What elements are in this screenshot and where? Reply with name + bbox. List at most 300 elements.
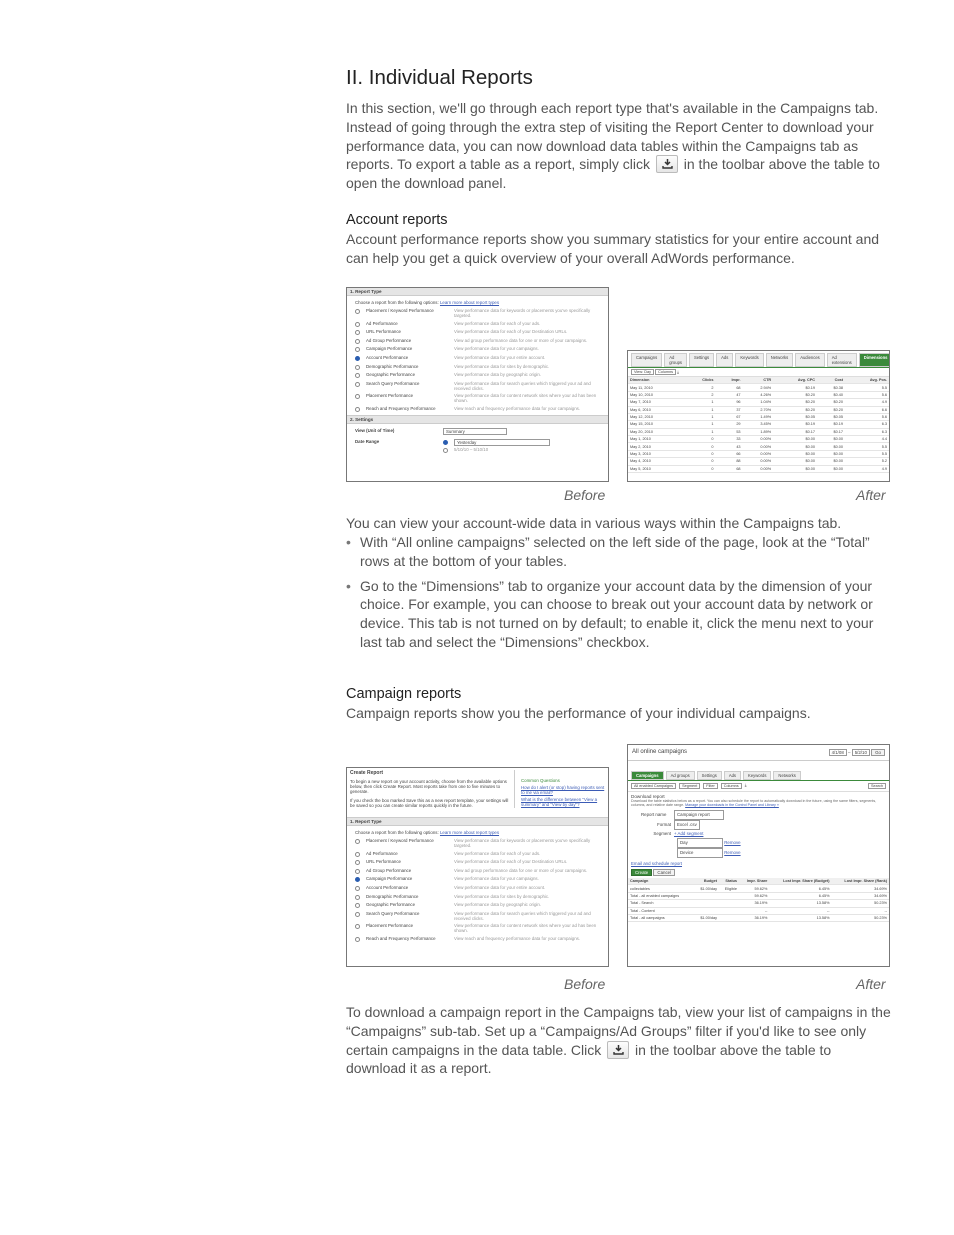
table-header-row — [628, 377, 889, 384]
cancel-button[interactable]: Cancel — [653, 869, 675, 876]
report-option-desc: View performance data for your campaigns. — [454, 876, 539, 882]
report-option-name: Geographic Performance — [366, 902, 416, 908]
table-cell: May 6, 2010 — [628, 406, 684, 413]
table-cell: $1.00/day — [694, 885, 719, 892]
report-options-list — [347, 838, 608, 942]
campaign-after-screenshot — [627, 744, 890, 967]
report-option-radio[interactable] — [355, 373, 360, 378]
table-cell: $0.00 — [817, 436, 845, 443]
campaign-toolbar — [628, 781, 889, 792]
table-cell: $0.40 — [817, 391, 845, 398]
column-header[interactable]: CTR — [743, 377, 774, 384]
report-option[interactable] — [347, 346, 608, 352]
report-option-radio[interactable] — [355, 886, 360, 891]
report-option[interactable] — [347, 364, 608, 370]
table-cell: Total - Search — [628, 900, 694, 907]
table-cell: 59.62% — [739, 885, 769, 892]
tab-ad-groups[interactable]: Ad groups — [666, 771, 695, 780]
table-cell: -- — [769, 907, 831, 914]
segment-device-row — [641, 848, 886, 858]
table-cell: 0 — [684, 458, 715, 465]
table-row — [628, 450, 889, 457]
campaign-before-screenshot — [346, 767, 609, 967]
table-cell — [719, 914, 739, 921]
go-button[interactable]: Go — [871, 749, 885, 756]
campaign-filter-dropdown[interactable]: All enabled Campaigns — [631, 783, 676, 789]
manage-downloads-link[interactable]: Manage your downloads in the Control Panel and Library » — [685, 803, 779, 807]
range-radio[interactable] — [443, 440, 448, 445]
report-option-radio[interactable] — [355, 365, 360, 370]
table-toolbar — [628, 368, 889, 377]
account-after-screenshot — [627, 350, 890, 482]
date-range-controls: 4/1/08 – 5/2/10 Go — [829, 749, 885, 756]
table-cell: 0 — [684, 450, 715, 457]
report-option[interactable] — [347, 355, 608, 361]
tab-networks[interactable]: Networks — [766, 353, 793, 367]
report-option-radio[interactable] — [355, 912, 360, 917]
report-type-header: 1. Report Type — [347, 288, 608, 296]
date-from-input[interactable]: 4/1/08 — [829, 749, 847, 756]
table-cell: $0.17 — [817, 428, 845, 435]
table-row — [628, 892, 889, 899]
column-header[interactable]: Impr. — [715, 377, 742, 384]
table-cell: $1.00/day — [694, 914, 719, 921]
table-cell: $0.19 — [817, 421, 845, 428]
report-option-radio[interactable] — [355, 895, 360, 900]
table-cell: 0 — [684, 465, 715, 472]
table-cell: $0.00 — [773, 458, 817, 465]
account-before-screenshot — [346, 287, 609, 482]
tab-networks[interactable]: Networks — [773, 771, 800, 780]
table-cell: May 2, 2010 — [628, 443, 684, 450]
table-cell: May 12, 2010 — [628, 413, 684, 420]
report-option-name: Campaign Performance — [366, 346, 413, 352]
report-option-name: Ad Group Performance — [366, 337, 412, 343]
report-option[interactable] — [347, 393, 608, 403]
table-cell: 5.6 — [845, 413, 889, 420]
learn-more-link[interactable]: Learn more about report types — [439, 830, 500, 835]
format-row: Format Excel .csv — [641, 820, 886, 830]
report-option-name: Search Query Performance — [366, 910, 420, 916]
table-cell: 0.00% — [743, 436, 774, 443]
report-option-radio[interactable] — [355, 839, 360, 844]
report-option[interactable] — [347, 381, 608, 391]
table-cell: 36.19% — [739, 914, 769, 921]
table-row — [628, 907, 889, 914]
remove-link[interactable]: Remove — [724, 850, 741, 855]
report-option[interactable] — [347, 868, 608, 874]
report-option-desc: View performance data for your entire account. — [454, 354, 546, 360]
table-cell: May 1, 2010 — [628, 436, 684, 443]
report-option-radio[interactable] — [355, 852, 360, 857]
range-label: Date Range — [355, 438, 380, 444]
choose-text: Choose a report from the following options: — [355, 300, 439, 305]
table-row — [628, 406, 889, 413]
question-link-1[interactable]: How do I alert (or stop) having reports sent to me via email? — [521, 785, 605, 795]
table-cell: 6.6 — [845, 406, 889, 413]
report-option-radio[interactable] — [355, 877, 360, 882]
table-cell: 67 — [715, 413, 742, 420]
create-report-top — [347, 768, 608, 808]
report-option-radio[interactable] — [355, 869, 360, 874]
create-report-text: To begin a new report on your account activity, choose from the available options below, then click Create Report. Most reports take from one to five minutes to generate. — [350, 779, 507, 794]
add-segment-link[interactable]: + Add segment — [674, 831, 704, 836]
table-cell: May 4, 2010 — [628, 458, 684, 465]
segment-row: Segment + Add segment — [653, 831, 704, 836]
report-option-radio[interactable] — [355, 394, 360, 399]
report-option-name: Reach and Frequency Performance — [366, 935, 436, 941]
table-cell: $0.20 — [817, 399, 845, 406]
segment-dropdown[interactable]: Segment — [679, 783, 700, 789]
report-option-desc: View performance data for each of your Destination URLs. — [454, 329, 568, 335]
table-cell: $0.20 — [773, 391, 817, 398]
table-cell: 50.23% — [832, 900, 889, 907]
table-cell: $0.20 — [773, 406, 817, 413]
report-option-desc: View performance data for each of your ads. — [454, 320, 541, 326]
campaign-caption-before: Before — [564, 976, 606, 992]
table-cell: 1.89% — [743, 428, 774, 435]
table-cell: 0 — [684, 436, 715, 443]
tab-keywords[interactable]: Keywords — [743, 771, 771, 780]
download-icon — [656, 155, 678, 173]
table-row — [628, 465, 889, 472]
report-option[interactable] — [347, 838, 608, 848]
column-header[interactable]: Dimension — [628, 377, 684, 384]
report-option-radio[interactable] — [355, 860, 360, 865]
table-cell: 5.5 — [845, 450, 889, 457]
table-cell — [694, 892, 719, 899]
search-button[interactable]: Search — [868, 783, 886, 789]
report-option-desc: View performance data for content network sites where your ad has been shown. — [454, 923, 597, 934]
report-type-intro — [347, 826, 608, 838]
segment-day-row — [641, 838, 886, 848]
range-select[interactable]: Yesterday — [454, 439, 550, 446]
table-cell: 1 — [684, 399, 715, 406]
report-option-name: Account Performance — [366, 884, 409, 890]
report-option[interactable] — [347, 308, 608, 318]
campaign-caption-after: After — [856, 976, 886, 992]
download-buttons — [631, 869, 886, 876]
table-cell: 36.19% — [739, 900, 769, 907]
report-option-name: Ad Performance — [366, 320, 398, 326]
report-option-radio[interactable] — [355, 347, 360, 352]
table-cell: Total - all enabled campaigns — [628, 892, 694, 899]
report-option-desc: View performance data for your campaigns. — [454, 346, 539, 352]
table-cell: 47 — [715, 391, 742, 398]
report-option-desc: View performance data for content network sites where your ad has been shown. — [454, 393, 597, 404]
table-cell: 4.26% — [743, 391, 774, 398]
report-option-desc: View performance data for each of your Destination URLs. — [454, 859, 568, 865]
tab-settings[interactable]: Settings — [689, 353, 714, 367]
table-cell: 4.9 — [845, 399, 889, 406]
table-row — [628, 443, 889, 450]
table-cell: Total - Content — [628, 907, 694, 914]
table-cell: 1.49% — [743, 413, 774, 420]
table-cell: $0.05 — [817, 413, 845, 420]
filter-dropdown[interactable]: Filter — [703, 783, 717, 789]
campaign-reports-desc: Campaign reports show you the performance of your individual campaigns. — [346, 705, 811, 721]
table-cell: 68 — [715, 465, 742, 472]
table-cell: 33 — [715, 436, 742, 443]
report-option[interactable] — [347, 911, 608, 921]
report-option[interactable] — [347, 321, 608, 327]
date-to-input[interactable]: 5/2/10 — [852, 749, 870, 756]
intro-text-b: in the toolbar above the table to open the download panel. — [346, 156, 880, 192]
report-option[interactable] — [347, 923, 608, 933]
table-cell: 5.2 — [845, 458, 889, 465]
table-row — [628, 900, 889, 907]
campaign-tabs — [628, 351, 889, 368]
column-header[interactable]: Budget — [694, 878, 719, 885]
table-cell: $0.00 — [773, 443, 817, 450]
table-cell: 5.5 — [845, 384, 889, 391]
report-option-name: Ad Group Performance — [366, 867, 412, 873]
custom-range-radio[interactable] — [443, 448, 448, 453]
common-questions-title: Common Questions — [521, 778, 560, 783]
segment-device-select[interactable]: Device — [677, 848, 723, 858]
report-option-desc: View performance data for sites by demographic. — [454, 893, 550, 899]
table-cell: collectables — [628, 885, 694, 892]
report-option-name: Campaign Performance — [366, 876, 413, 882]
column-header[interactable]: Lost Impr. Share (Budget) — [769, 878, 831, 885]
table-cell: $0.19 — [773, 384, 817, 391]
report-option-radio[interactable] — [355, 339, 360, 344]
report-option[interactable] — [347, 936, 608, 942]
account-bullet-1: • With “All online campaigns” selected on the left side of the page, look at the “Total” rows at the bottom of your tables. — [346, 533, 891, 571]
view-select[interactable]: Summary — [443, 428, 507, 435]
outro-text-b: in the toolbar above the table to download it as a report. — [346, 1041, 832, 1077]
table-cell: 13.58% — [769, 900, 831, 907]
report-option[interactable] — [347, 876, 608, 882]
report-option-name: URL Performance — [366, 859, 401, 865]
download-panel — [628, 792, 889, 878]
learn-more-link[interactable]: Learn more about report types — [439, 300, 500, 305]
table-cell: 6.3 — [845, 421, 889, 428]
column-header[interactable]: Status — [719, 878, 739, 885]
table-row — [628, 421, 889, 428]
range-dates-row: 5/10/10 – 5/10/10 — [347, 446, 608, 453]
create-report-title: Create Report — [350, 770, 384, 776]
column-header[interactable]: Campaign — [628, 878, 694, 885]
table-cell: 50.23% — [832, 914, 889, 921]
report-option-desc: View performance data for your entire account. — [454, 884, 546, 890]
tab-ad-groups[interactable]: Ad groups — [664, 353, 687, 367]
table-cell: -- — [739, 907, 769, 914]
report-option-radio[interactable] — [355, 356, 360, 361]
table-header-row — [628, 878, 889, 885]
table-cell: 6.45% — [769, 892, 831, 899]
table-cell: 4.4 — [845, 436, 889, 443]
settings-header: 2. Settings — [347, 415, 608, 424]
table-cell: 0.00% — [743, 450, 774, 457]
table-cell: May 5, 2010 — [628, 465, 684, 472]
report-option-desc: View performance data for search queries which triggered your ad and received clicks. — [454, 910, 591, 921]
create-button[interactable]: Create — [631, 869, 652, 876]
download-icon — [607, 1041, 629, 1059]
table-cell: 2 — [684, 384, 715, 391]
table-cell: 2 — [684, 391, 715, 398]
table-cell — [719, 892, 739, 899]
table-cell: May 20, 2010 — [628, 428, 684, 435]
tab-campaigns[interactable]: Campaigns — [631, 771, 664, 780]
table-row — [628, 391, 889, 398]
email-schedule-link[interactable]: Email and schedule report — [631, 861, 683, 866]
report-option-name: Geographic Performance — [366, 372, 416, 378]
table-cell: 59.62% — [739, 892, 769, 899]
table-row — [628, 413, 889, 420]
report-option-radio[interactable] — [355, 924, 360, 929]
intro-text-a: In this section, we'll go through each report type that's available in the Campaigns tab. Instead of going through the extra step of visiting the Report Center to download your performance data, you can now download data tables within the Campaigns tab as reports. To export a table as a report, simply click — [346, 100, 879, 173]
report-option-radio[interactable] — [355, 937, 360, 942]
report-option-name: Reach and Frequency Performance — [366, 405, 436, 411]
format-select[interactable]: Excel .csv — [674, 820, 700, 830]
range-from: 5/10/10 — [454, 446, 469, 452]
page-title: II. Individual Reports — [346, 66, 533, 89]
table-cell — [719, 900, 739, 907]
table-cell: 43 — [715, 443, 742, 450]
table-cell: $0.00 — [773, 450, 817, 457]
table-cell: 1 — [684, 413, 715, 420]
report-option[interactable] — [347, 406, 608, 412]
table-cell: 3.45% — [743, 421, 774, 428]
table-cell: 5.5 — [845, 443, 889, 450]
campaign-outro — [346, 1003, 891, 1078]
report-option-radio[interactable] — [355, 903, 360, 908]
view-setting-row — [347, 424, 608, 435]
table-cell: 0 — [684, 443, 715, 450]
report-option-radio[interactable] — [355, 309, 360, 314]
report-option[interactable] — [347, 338, 608, 344]
report-option-name: Placement / Keyword Performance — [366, 308, 434, 313]
tab-dimensions[interactable]: Dimensions — [859, 353, 890, 367]
report-option-name: Placement Performance — [366, 393, 414, 399]
range-to: 5/10/10 — [473, 446, 489, 452]
table-cell: 29 — [715, 421, 742, 428]
report-option[interactable] — [347, 902, 608, 908]
download-panel-title: Download report — [631, 794, 665, 799]
account-reports-heading: Account reports — [346, 212, 448, 228]
table-cell: 13.58% — [769, 914, 831, 921]
remove-link[interactable]: Remove — [724, 840, 741, 845]
table-cell: 0.00% — [743, 458, 774, 465]
table-row — [628, 399, 889, 406]
report-option-desc: View performance data by geographic origin. — [454, 372, 542, 378]
table-cell: May 11, 2010 — [628, 384, 684, 391]
table-cell: 88 — [715, 458, 742, 465]
account-bullet-2: • Go to the “Dimensions” tab to organize your account data by the dimension of your choice. For example, you can choose to break out your account data by network or device. This tab is not turned on by default; to enable it, click the menu next to your last tab and select the “Dimensions” checkbox. — [346, 577, 891, 652]
report-type-intro — [347, 296, 608, 308]
report-option[interactable] — [347, 894, 608, 900]
table-row — [628, 436, 889, 443]
table-cell: $0.00 — [773, 436, 817, 443]
view-dropdown[interactable]: View: Day — [631, 369, 654, 375]
download-form — [631, 807, 886, 858]
table-cell: 5.6 — [845, 391, 889, 398]
tab-audiences[interactable]: Audiences — [795, 353, 825, 367]
all-campaigns-title: All online campaigns — [632, 749, 688, 755]
table-row — [628, 458, 889, 465]
campaign-header — [628, 745, 889, 761]
report-option-desc: View ad group performance data for one or more of your campaigns. — [454, 867, 588, 873]
column-header[interactable]: Clicks — [684, 377, 715, 384]
report-option-desc: View ad group performance data for one or more of your campaigns. — [454, 337, 588, 343]
tab-keywords[interactable]: Keywords — [735, 353, 763, 367]
table-row — [628, 885, 889, 892]
dimensions-table — [628, 377, 889, 473]
report-option[interactable] — [347, 372, 608, 378]
tab-ad-extensions[interactable]: Ad extensions — [827, 353, 857, 367]
report-option-radio[interactable] — [355, 322, 360, 327]
table-cell: $0.17 — [773, 428, 817, 435]
table-cell: 6.3 — [845, 428, 889, 435]
table-cell: 66 — [715, 450, 742, 457]
table-cell: 0.00% — [743, 465, 774, 472]
report-option-desc: View performance data for sites by demographic. — [454, 363, 550, 369]
report-option[interactable] — [347, 885, 608, 891]
range-setting-row — [347, 435, 608, 446]
segment-day-select[interactable]: Day — [677, 838, 723, 848]
table-cell: 34.69% — [832, 892, 889, 899]
table-cell: Eligible — [719, 885, 739, 892]
column-header[interactable]: Impr. Share — [739, 878, 769, 885]
view-label: View (Unit of Time) — [355, 427, 395, 433]
report-option-desc: View reach and frequency performance data for your campaigns. — [454, 405, 581, 411]
table-cell: 68 — [715, 384, 742, 391]
report-option[interactable] — [347, 851, 608, 857]
report-option-desc: View performance data for each of your ads. — [454, 850, 541, 856]
report-name-row: Report name Campaign report — [641, 810, 886, 820]
report-option-radio[interactable] — [355, 407, 360, 412]
table-cell: 0.00% — [743, 443, 774, 450]
column-header[interactable]: Avg. CPC — [773, 377, 817, 384]
create-report-text2: If you check the box marked Save this as a new report template, your settings will be saved so you can create similar reports quickly in the future. — [350, 798, 509, 808]
table-cell: 6.45% — [769, 885, 831, 892]
tab-ads[interactable]: Ads — [724, 771, 741, 780]
table-cell: $0.05 — [773, 413, 817, 420]
report-option-radio[interactable] — [355, 330, 360, 335]
table-cell: 1 — [684, 428, 715, 435]
column-header[interactable]: Avg. Pos. — [845, 377, 889, 384]
download-icon[interactable]: ⤓ — [744, 783, 747, 787]
download-icon[interactable]: ⤓ — [677, 370, 679, 374]
report-option-name: Placement / Keyword Performance — [366, 838, 434, 843]
table-cell: May 7, 2010 — [628, 399, 684, 406]
tab-ads[interactable]: Ads — [716, 353, 733, 367]
account-reports-desc: Account performance reports show you summary statistics for your entire account and can help you get a quick overview of your overall AdWords performance. — [346, 231, 880, 266]
report-option-radio[interactable] — [355, 382, 360, 387]
question-link-2[interactable]: What is the difference between "View a summary" and "View by day"? — [521, 797, 598, 807]
tab-campaigns[interactable]: Campaigns — [631, 353, 662, 367]
report-option[interactable] — [347, 329, 608, 335]
tab-settings[interactable]: Settings — [697, 771, 722, 780]
column-header[interactable]: Lost Impr. Share (Rank) — [832, 878, 889, 885]
intro-paragraph — [346, 99, 891, 193]
columns-button[interactable]: Columns — [721, 783, 742, 789]
table-cell: 1 — [684, 421, 715, 428]
report-option-name: Account Performance — [366, 354, 409, 360]
table-cell — [694, 907, 719, 914]
report-type-header: 1. Report Type — [347, 817, 608, 826]
report-name-input[interactable]: Campaign report — [674, 810, 724, 820]
outro-text-a: To download a campaign report in the Campaigns tab, view your list of campaigns in the “Campaigns” sub-tab. Set up a “Campaigns/Ad Groups” filter if you'd like to see only certain campaigns in the data table. Click — [346, 1004, 891, 1058]
table-cell: 37 — [715, 406, 742, 413]
table-cell: 1 — [684, 406, 715, 413]
report-option[interactable] — [347, 859, 608, 865]
column-header[interactable]: Cost — [817, 377, 845, 384]
columns-button[interactable]: Columns — [655, 369, 676, 375]
table-cell: May 15, 2010 — [628, 421, 684, 428]
account-caption-before: Before — [564, 487, 606, 503]
